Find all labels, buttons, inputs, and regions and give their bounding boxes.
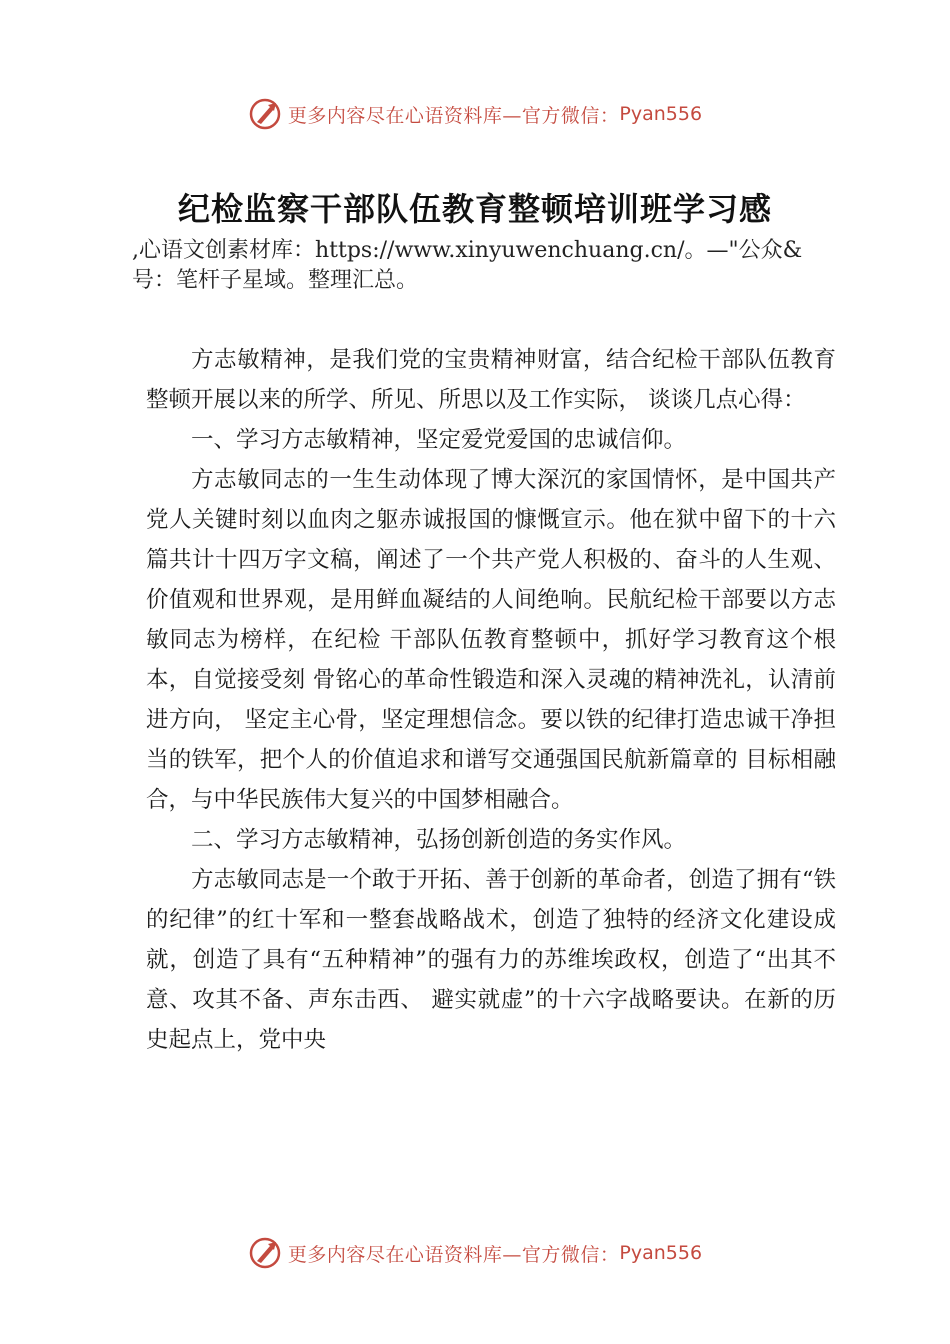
quill-seal-icon (248, 97, 282, 131)
source-line: ,心语文创素材库：https://www.xinyuwenchuang.cn/。—"公众&号：笔杆子星域。整理汇总。 (132, 238, 803, 293)
banner-text: 更多内容尽在心语资料库—官方微信： (287, 104, 620, 127)
section-heading: 二、学习方志敏精神，弘扬创新创造的务实作风。 (191, 827, 687, 853)
header-banner (0, 92, 950, 136)
paragraph: 方志敏同志是一个敢于开拓、善于创新的革命者，创造了拥有“铁的纪律”的红十军和一整套战略战术，创造了独特的经济文化建设成就，创造了具有“五种精神”的强有力的苏维埃政权，创造了“出其不意、攻其不备、声东击西、 避实就虚”的十六字战略要诀。在新的历史起点上，党中央 (146, 867, 836, 1053)
banner-wechat-id: Pyan556 (619, 103, 703, 125)
paragraph: 方志敏精神，是我们党的宝贵精神财富，结合纪检干部队伍教育整顿开展以来的所学、所见、所思以及工作实际， 谈谈几点心得： (146, 347, 836, 413)
section-heading: 一、学习方志敏精神，坚定爱党爱国的忠诚信仰。 (191, 427, 687, 453)
footer-banner (0, 1231, 950, 1275)
banner-wechat-id: Pyan556 (619, 1242, 703, 1264)
banner-text: 更多内容尽在心语资料库—官方微信： (287, 1243, 620, 1266)
document-body (146, 340, 836, 1060)
paragraph: 方志敏同志的一生生动体现了博大深沉的家国情怀，是中国共产党人关键时刻以血肉之躯赤诚报国的慷慨宣示。他在狱中留下的十六篇共计十四万字文稿，阐述了一个共产党人积极的、奋斗的人生观、价值观和世界观，是用鲜血凝结的人间绝响。民航纪检干部要以方志敏同志为榜样，在纪检 干部队伍教育整顿中，抓好学习教育这个根本，自觉接受刻 骨铭心的革命性锻造和深入灵魂的精神洗礼，认清前进方向， 坚定主心骨，坚定理想信念。要以铁的纪律打造忠诚干净担 当的铁军，把个人的价值追求和谱写交通强国民航新篇章的 目标相融合，与中华民族伟大复兴的中国梦相融合。 (146, 467, 836, 813)
document-title: 纪检监察干部队伍教育整顿培训班学习感 (177, 190, 772, 228)
quill-seal-icon (248, 1236, 282, 1270)
